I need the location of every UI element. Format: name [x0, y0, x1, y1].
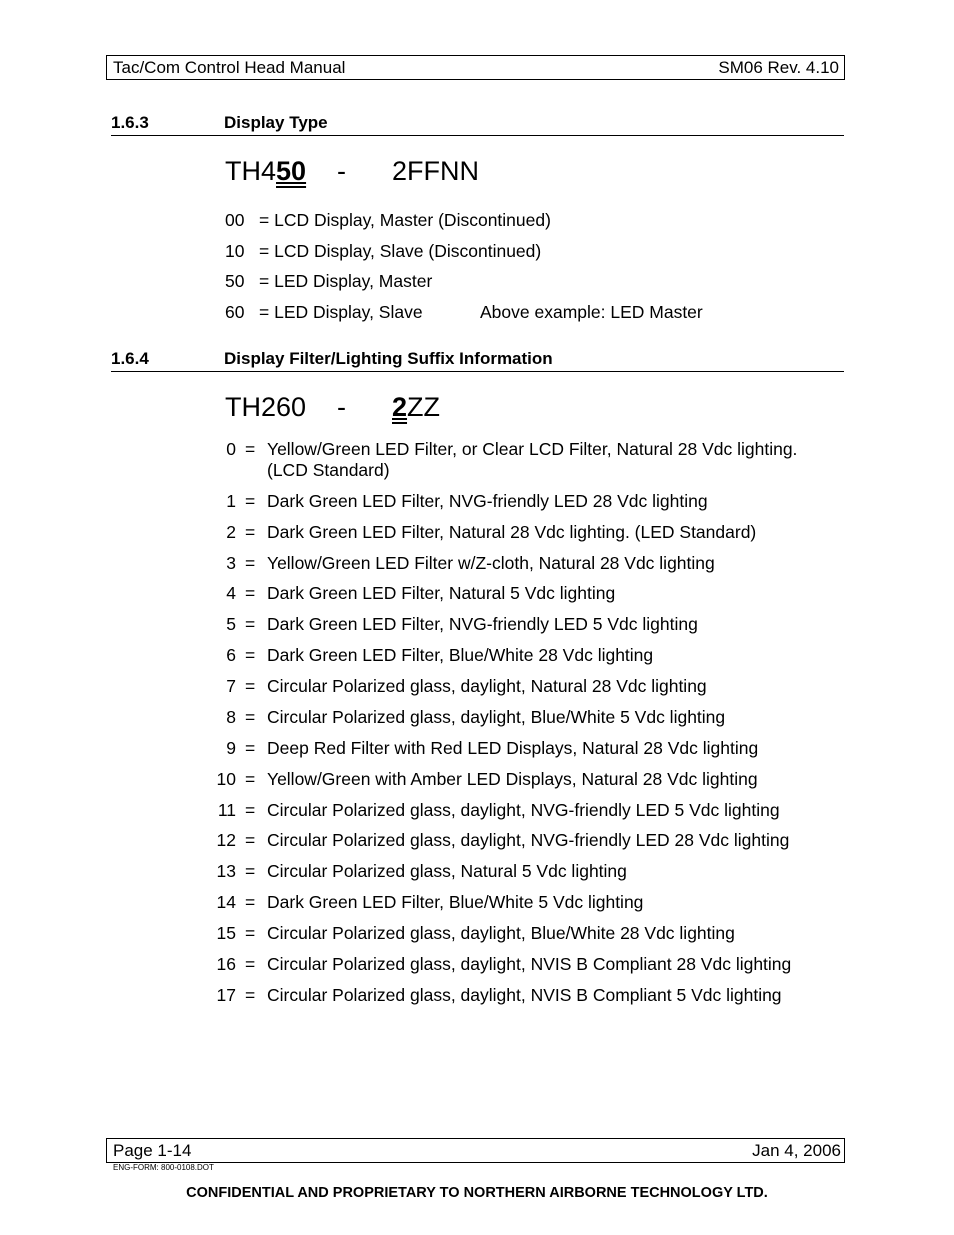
- section-title: Display Type: [224, 113, 328, 132]
- item-description: Deep Red Filter with Red LED Displays, Natural 28 Vdc lighting: [267, 738, 759, 758]
- equals-sign: =: [245, 439, 256, 459]
- item-code: 1: [226, 491, 236, 511]
- section-heading-1-6-3: [111, 113, 844, 136]
- code-emphasis: 50: [276, 156, 307, 186]
- item-description: = LCD Display, Master (Discontinued): [259, 210, 551, 230]
- item-description-continued: (LCD Standard): [267, 460, 390, 480]
- section-number: 1.6.4: [111, 349, 149, 368]
- code-emphasis: 2: [392, 392, 408, 422]
- equals-sign: =: [245, 985, 256, 1005]
- item-code: 6: [226, 645, 236, 665]
- section-number: 1.6.3: [111, 113, 149, 132]
- item-code: 60: [225, 302, 245, 322]
- item-description: Circular Polarized glass, daylight, NVIS B Compliant 28 Vdc lighting: [267, 954, 792, 974]
- item-description: Circular Polarized glass, daylight, NVG-friendly LED 28 Vdc lighting: [267, 830, 790, 850]
- item-description: Dark Green LED Filter, Blue/White 28 Vdc lighting: [267, 645, 654, 665]
- item-code: 14: [216, 892, 236, 912]
- item-description: = LED Display, Slave: [259, 302, 423, 322]
- item-description: Circular Polarized glass, daylight, Natural 28 Vdc lighting: [267, 676, 707, 696]
- equals-sign: =: [245, 923, 256, 943]
- equals-sign: =: [245, 645, 256, 665]
- revision: SM06 Rev. 4.10: [718, 57, 839, 77]
- code-suffix: 2ZZ: [392, 392, 441, 422]
- equals-sign: =: [245, 522, 256, 542]
- item-description: Dark Green LED Filter, Natural 28 Vdc lighting. (LED Standard): [267, 522, 757, 542]
- code-suffix: 2FFNN: [392, 156, 479, 186]
- page-header: [106, 55, 845, 80]
- confidential-notice: CONFIDENTIAL AND PROPRIETARY TO NORTHERN AIRBORNE TECHNOLOGY LTD.: [186, 1185, 768, 1201]
- equals-sign: =: [245, 830, 256, 850]
- item-description: Circular Polarized glass, daylight, Blue/White 5 Vdc lighting: [267, 707, 726, 727]
- item-code: 13: [216, 861, 236, 881]
- item-code: 12: [216, 830, 236, 850]
- item-description: Dark Green LED Filter, Blue/White 5 Vdc lighting: [267, 892, 644, 912]
- item-code: 4: [226, 583, 236, 603]
- item-code: 10: [216, 769, 236, 789]
- manual-title: Tac/Com Control Head Manual: [113, 57, 346, 77]
- item-code: 50: [225, 271, 245, 291]
- item-code: 9: [226, 738, 236, 758]
- item-description: = LED Display, Master: [259, 271, 433, 291]
- item-code: 00: [225, 210, 245, 230]
- item-description: Yellow/Green LED Filter w/Z-cloth, Natural 28 Vdc lighting: [267, 553, 715, 573]
- item-code: 8: [226, 707, 236, 727]
- item-description: Dark Green LED Filter, Natural 5 Vdc lighting: [267, 583, 616, 603]
- item-code: 16: [216, 954, 236, 974]
- item-description: Dark Green LED Filter, NVG-friendly LED 5 Vdc lighting: [267, 614, 698, 634]
- section-heading-1-6-4: [111, 349, 844, 372]
- item-description: Yellow/Green with Amber LED Displays, Natural 28 Vdc lighting: [267, 769, 758, 789]
- code-dash: -: [337, 156, 346, 186]
- item-code: 2: [226, 522, 236, 542]
- equals-sign: =: [245, 769, 256, 789]
- equals-sign: =: [245, 861, 256, 881]
- item-description: Circular Polarized glass, daylight, NVG-friendly LED 5 Vdc lighting: [267, 800, 780, 820]
- footer-date: Jan 4, 2006: [752, 1140, 841, 1160]
- item-description: = LCD Display, Slave (Discontinued): [259, 241, 542, 261]
- code-prefix: TH450: [225, 156, 307, 186]
- equals-sign: =: [245, 553, 256, 573]
- item-code: 10: [225, 241, 245, 261]
- item-description: Circular Polarized glass, daylight, Blue/White 28 Vdc lighting: [267, 923, 735, 943]
- item-code: 17: [216, 985, 236, 1005]
- page-number: Page 1-14: [113, 1140, 192, 1160]
- form-id: ENG-FORM: 800-0108.DOT: [113, 1163, 214, 1172]
- item-description: Dark Green LED Filter, NVG-friendly LED 28 Vdc lighting: [267, 491, 708, 511]
- item-description: Circular Polarized glass, Natural 5 Vdc lighting: [267, 861, 627, 881]
- page-footer: [106, 1138, 845, 1163]
- equals-sign: =: [245, 707, 256, 727]
- equals-sign: =: [245, 491, 256, 511]
- equals-sign: =: [245, 614, 256, 634]
- item-code: 3: [226, 553, 236, 573]
- code-prefix: TH260: [225, 392, 307, 422]
- equals-sign: =: [245, 954, 256, 974]
- equals-sign: =: [245, 676, 256, 696]
- item-code: 5: [226, 614, 236, 634]
- item-code: 11: [217, 800, 236, 820]
- code-dash: -: [337, 392, 346, 422]
- equals-sign: =: [245, 583, 256, 603]
- item-code: 15: [216, 923, 236, 943]
- equals-sign: =: [245, 892, 256, 912]
- equals-sign: =: [245, 738, 256, 758]
- item-code: 7: [226, 676, 236, 696]
- item-note: Above example: LED Master: [480, 302, 703, 322]
- equals-sign: =: [245, 800, 256, 820]
- section-title: Display Filter/Lighting Suffix Information: [224, 349, 553, 368]
- item-description: Circular Polarized glass, daylight, NVIS B Compliant 5 Vdc lighting: [267, 985, 782, 1005]
- item-code: 0: [226, 439, 236, 459]
- item-description: Yellow/Green LED Filter, or Clear LCD Filter, Natural 28 Vdc lighting.: [267, 439, 798, 459]
